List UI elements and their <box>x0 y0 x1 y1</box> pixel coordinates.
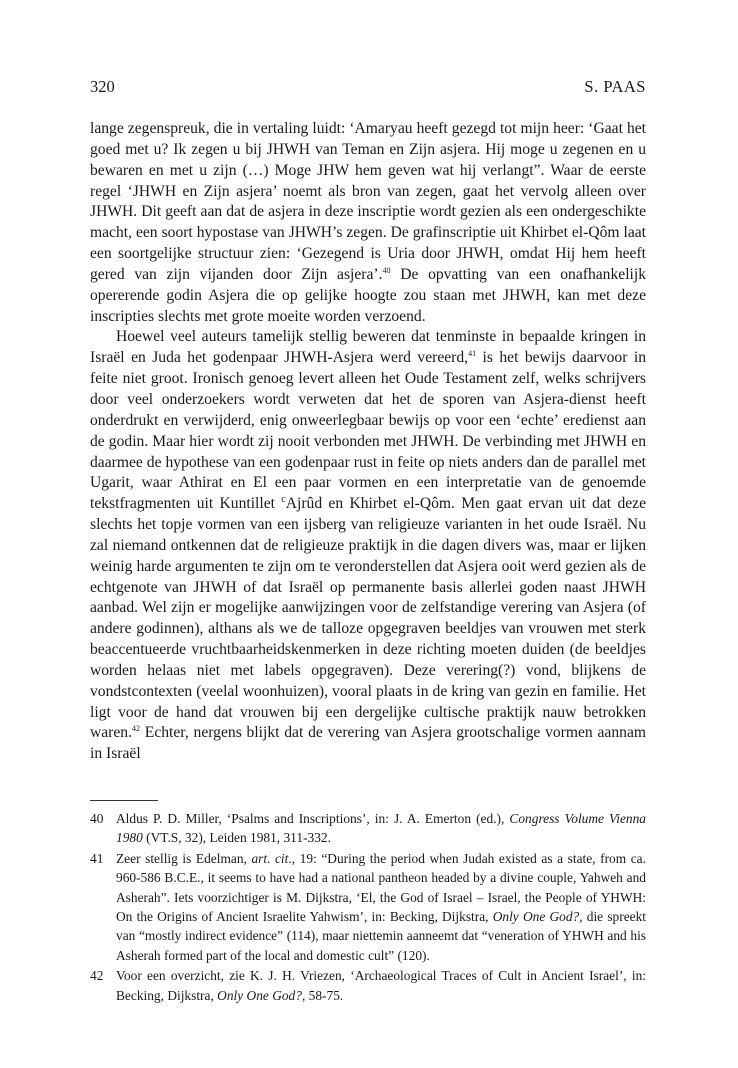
paragraph-1-text-a: lange zegenspreuk, die in vertaling luidt: ‘Amaryau heeft gezegd tot mijn heer: ‘Gaat het goed met u? Ik zegen u bij JHWH van Teman en Zijn asjera. Hij moge u zegenen en u bewaren en met u zijn (…) Moge JHW hem geven wat hij verlangt”. Waar de eerste regel ‘JHWH en Zijn asjera’ noemt als bron van zegen, gaat het vervolg alleen over JHWH. Dit geeft aan dat de asjera in deze inscriptie wordt gezien als een ondergeschikte macht, een soort hypostase van JHWH’s zegen. De grafinscriptie uit Khirbet el-Qôm laat een soortgelijke structuur zien: ‘Gezegend is Uria door JHWH, omdat Hij hem heeft gered van zijn vijanden door Zijn asjera’. <box>90 120 646 283</box>
footnote-40-title: Congress Volume Vienna 1980 <box>116 811 646 846</box>
footnote-number: 42 <box>90 968 104 984</box>
footnote-41-title: Only One God? <box>492 909 580 925</box>
footnote-40-a: Aldus P. D. Miller, ‘Psalms and Inscriptions’, in: J. A. Emerton (ed.), <box>116 811 510 826</box>
footnote-text <box>116 809 646 848</box>
paragraph-2-text-b: is het bewijs daarvoor in feite niet groot. Ironisch genoeg levert alleen het Oude Testament zelf, welks schrijvers door veel onderzoekers wordt verweten dat het de sporen van Asjera-dienst heeft onderdrukt en verwijderd, enig onweerlegbaar bewijs op voor een ‘echte’ eredienst aan de godin. Maar hier wordt zij nooit verbonden met JHWH. De verbinding met JHWH en daarmee de hypothese van een godenpaar rust in feite op niets anders dan de parallel met Ugarit, waar Athirat en El een paar vormen en een interpretatie van de genoemde tekstfragmenten uit Kuntillet <box>90 349 646 513</box>
running-head-author: S. PAAS <box>584 77 646 96</box>
paragraph-1 <box>90 119 646 327</box>
footnote-ref-40[interactable]: 40 <box>382 265 391 275</box>
paragraph-2-text-a: Hoewel veel auteurs tamelijk stellig beweren dat tenminste in bepaalde kringen in Israël en Juda het godenpaar JHWH-Asjera werd vereerd, <box>90 328 646 367</box>
paragraph-2-text-d: Echter, nergens blijkt dat de verering van Asjera grootschalige vormen aannam in Israël <box>90 724 646 763</box>
main-text <box>90 119 646 765</box>
footnote-42-a: Voor een overzicht, zie K. J. H. Vriezen, ‘Archaeological Traces of Cult in Ancient Israel’, in: Becking, Dijkstra, <box>116 968 646 1003</box>
footnote-ref-41[interactable]: 41 <box>468 349 477 359</box>
footnote-text <box>116 849 646 965</box>
footnote-41-a: Zeer stellig is Edelman, <box>116 850 252 866</box>
paragraph-2 <box>90 327 646 765</box>
footnote-ref-42[interactable]: 42 <box>132 724 140 734</box>
footnote-text <box>116 966 646 1005</box>
footnotes <box>90 809 646 1006</box>
footnote-number: 41 <box>90 850 104 866</box>
footnote-42-b: , 58-75. <box>301 987 344 1003</box>
footnote-41 <box>90 849 646 965</box>
footnote-42 <box>90 966 646 1005</box>
footnote-divider <box>90 800 158 801</box>
footnote-40 <box>90 809 646 848</box>
footnote-number: 40 <box>90 811 104 826</box>
paragraph-1-text-b: De opvatting van een onafhankelijk opererende godin Asjera die op gelijke hoogte zou staan met JHWH, kan met deze inscripties slechts met grote moeite worden verzoend. <box>90 265 646 325</box>
footnote-41-b: ., 19: “During the period when Judah existed as a state, from ca. 960-586 B.C.E., it seems to have had a national pantheon headed by a divine couple, Yahweh and Asherah”. Iets voorzichtiger is M. Dijkstra, ‘El, the God of Israel – Israel, the People of YHWH: On the Origins of Ancient Israelite Yahwism’, in: Becking, Dijkstra, <box>116 850 646 925</box>
footnote-41-c: , die spreekt van “mostly indirect evidence” (114), maar niettemin aanneemt dat “veneration of YHWH and his Asherah formed part of the local and domestic cult” (120). <box>116 909 646 963</box>
running-header <box>90 77 646 99</box>
footnote-40-b: (VT.S, 32), Leiden 1981, 311-332. <box>142 830 331 846</box>
paragraph-2-text-c: Ajrûd en Khirbet el-Qôm. Men gaat ervan uit dat deze slechts het topje vormen van een ijsberg van religieuze varianten in het oude Israël. Nu zal niemand ontkennen dat de religieuze praktijk in die dagen divers was, maar er lijken weinig harde argumenten te zijn om te veronderstellen dat Asjera ooit werd gezien als de echtgenote van JHWH of dat Israël op permanente basis allerlei goden naast JHWH aanbad. Wel zijn er mogelijke aanwijzingen voor de zelfstandige verering van Asjera (of andere godinnen), althans als we de talloze opgegraven beeldjes van vrouwen met sterk beaccentueerde vruchtbaarheidskenmerken in deze richting moeten duiden (de beeldjes worden helaas niet met labels opgegraven). Deze verering(?) vond, blijkens de vondstcontexten (veelal woonhuizen), vooral plaats in de kring van gezin en familie. Het ligt voor de hand dat vrouwen bij een dergelijke cultische praktijk nauw betrokken waren. <box>90 495 646 742</box>
footnote-42-title: Only One God? <box>217 987 302 1003</box>
ayin-mark: c <box>281 494 286 505</box>
page-number: 320 <box>90 77 115 96</box>
footnote-41-art-cit: art. cit <box>251 850 289 866</box>
